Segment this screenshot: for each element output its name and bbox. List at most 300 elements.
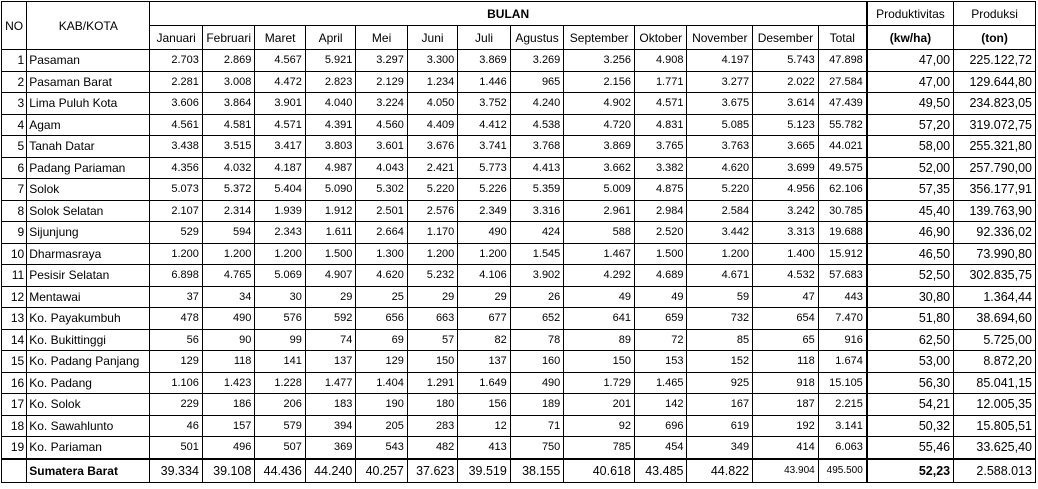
month-value: 27.584 (818, 71, 867, 93)
region-name: Ko. Payakumbuh (27, 308, 150, 330)
region-name: Ko. Bukittinggi (27, 329, 150, 351)
month-value: 4.581 (202, 114, 255, 136)
month-value: 2.664 (356, 222, 407, 244)
month-value: 47.898 (818, 50, 867, 72)
total-productivity: 52,23 (867, 459, 954, 483)
month-value: 201 (564, 394, 635, 416)
table-row (2, 222, 1036, 244)
region-name: Dharmasraya (27, 243, 150, 265)
month-value: 12 (458, 415, 511, 437)
month-value: 5.090 (305, 179, 355, 201)
total-month-value: 37.623 (407, 459, 457, 483)
row-number: 14 (2, 329, 27, 351)
total-month-value: 38.155 (510, 459, 564, 483)
month-value: 167 (687, 394, 753, 416)
month-value: 5.220 (687, 179, 753, 201)
month-value: 2.961 (564, 200, 635, 222)
month-value: 349 (687, 437, 753, 459)
month-value: 1.200 (687, 243, 753, 265)
month-value: 29 (458, 286, 511, 308)
month-value: 6.898 (150, 265, 203, 287)
header-month: Total (818, 26, 867, 50)
month-value: 1.729 (564, 372, 635, 394)
total-month-value: 44.822 (687, 459, 753, 483)
productivity-value: 54,21 (867, 394, 954, 416)
month-value: 1.228 (255, 372, 305, 394)
month-value: 576 (255, 308, 305, 330)
month-value: 3.752 (458, 93, 511, 115)
production-value: 356.177,91 (954, 179, 1036, 201)
total-month-value: 40.257 (356, 459, 407, 483)
productivity-value: 57,20 (867, 114, 954, 136)
month-value: 2.823 (305, 71, 355, 93)
month-value: 414 (753, 437, 819, 459)
month-value: 4.040 (305, 93, 355, 115)
productivity-value: 51,80 (867, 308, 954, 330)
month-value: 4.187 (255, 157, 305, 179)
month-value: 4.567 (255, 50, 305, 72)
production-value: 5.725,00 (954, 329, 1036, 351)
month-value: 1.446 (458, 71, 511, 93)
month-value: 619 (687, 415, 753, 437)
header-month: Agustus (510, 26, 564, 50)
month-value: 965 (510, 71, 564, 93)
month-value: 153 (634, 351, 687, 373)
month-value: 5.359 (510, 179, 564, 201)
month-value: 49 (564, 286, 635, 308)
month-value: 2.156 (564, 71, 635, 93)
month-value: 55.782 (818, 114, 867, 136)
month-value: 2.314 (202, 200, 255, 222)
month-value: 1.200 (255, 243, 305, 265)
month-value: 3.008 (202, 71, 255, 93)
month-value: 3.675 (687, 93, 753, 115)
month-value: 3.606 (150, 93, 203, 115)
month-value: 2.343 (255, 222, 305, 244)
month-value: 4.689 (634, 265, 687, 287)
month-value: 5.069 (255, 265, 305, 287)
month-value: 129 (356, 351, 407, 373)
month-value: 1.400 (753, 243, 819, 265)
month-value: 4.956 (753, 179, 819, 201)
month-value: 4.050 (407, 93, 457, 115)
month-value: 659 (634, 308, 687, 330)
month-value: 2.703 (150, 50, 203, 72)
region-name: Mentawai (27, 286, 150, 308)
region-name: Solok Selatan (27, 200, 150, 222)
productivity-value: 50,32 (867, 415, 954, 437)
month-value: 4.412 (458, 114, 511, 136)
month-value: 2.129 (356, 71, 407, 93)
production-value: 15.805,51 (954, 415, 1036, 437)
month-value: 3.601 (356, 136, 407, 158)
table-row (2, 200, 1036, 222)
header-month: Juli (458, 26, 511, 50)
month-value: 157 (202, 415, 255, 437)
month-value: 4.391 (305, 114, 355, 136)
header-month: Maret (255, 26, 305, 50)
month-value: 482 (407, 437, 457, 459)
month-value: 44.021 (818, 136, 867, 158)
production-value: 319.072,75 (954, 114, 1036, 136)
region-name: Lima Puluh Kota (27, 93, 150, 115)
table-row (2, 114, 1036, 136)
month-value: 732 (687, 308, 753, 330)
month-value: 4.765 (202, 265, 255, 287)
month-value: 186 (202, 394, 255, 416)
month-value: 4.571 (255, 114, 305, 136)
month-value: 129 (150, 351, 203, 373)
region-name: Ko. Padang Panjang (27, 351, 150, 373)
month-value: 394 (305, 415, 355, 437)
month-value: 5.085 (687, 114, 753, 136)
month-value: 137 (458, 351, 511, 373)
production-value: 73.990,80 (954, 243, 1036, 265)
month-value: 3.901 (255, 93, 305, 115)
row-number: 17 (2, 394, 27, 416)
header-month: Mei (356, 26, 407, 50)
month-value: 1.200 (202, 243, 255, 265)
production-value: 234.823,05 (954, 93, 1036, 115)
month-value: 156 (458, 394, 511, 416)
productivity-value: 52,50 (867, 265, 954, 287)
production-value: 139.763,90 (954, 200, 1036, 222)
month-value: 30 (255, 286, 305, 308)
region-name: Sijunjung (27, 222, 150, 244)
month-value: 69 (356, 329, 407, 351)
month-value: 1.500 (305, 243, 355, 265)
header-bulan: BULAN (150, 2, 867, 26)
region-name: Ko. Solok (27, 394, 150, 416)
month-value: 529 (150, 222, 203, 244)
month-value: 750 (510, 437, 564, 459)
month-value: 5.226 (458, 179, 511, 201)
row-number: 19 (2, 437, 27, 459)
month-value: 2.022 (753, 71, 819, 93)
productivity-value: 56,30 (867, 372, 954, 394)
table-row (2, 71, 1036, 93)
month-value: 4.620 (687, 157, 753, 179)
month-value: 3.662 (564, 157, 635, 179)
month-value: 3.699 (753, 157, 819, 179)
month-value: 1.234 (407, 71, 457, 93)
total-row (2, 459, 1036, 483)
month-value: 5.073 (150, 179, 203, 201)
month-value: 4.902 (564, 93, 635, 115)
month-value: 4.472 (255, 71, 305, 93)
month-value: 3.869 (564, 136, 635, 158)
month-value: 90 (202, 329, 255, 351)
month-value: 3.277 (687, 71, 753, 93)
header-produktivitas-unit: (kw/ha) (867, 26, 954, 50)
region-name: Ko. Pariaman (27, 437, 150, 459)
month-value: 490 (458, 222, 511, 244)
productivity-value: 30,80 (867, 286, 954, 308)
productivity-value: 57,35 (867, 179, 954, 201)
table-row (2, 179, 1036, 201)
header-month: Oktober (634, 26, 687, 50)
month-value: 4.875 (634, 179, 687, 201)
month-value: 4.831 (634, 114, 687, 136)
header-month: Desember (753, 26, 819, 50)
month-value: 152 (687, 351, 753, 373)
header-month: April (305, 26, 355, 50)
table-row (2, 351, 1036, 373)
header-produksi-unit: (ton) (954, 26, 1036, 50)
productivity-value: 46,90 (867, 222, 954, 244)
month-value: 3.269 (510, 50, 564, 72)
month-value: 7.470 (818, 308, 867, 330)
row-number: 4 (2, 114, 27, 136)
productivity-value: 62,50 (867, 329, 954, 351)
month-value: 1.649 (458, 372, 511, 394)
month-value: 413 (458, 437, 511, 459)
productivity-value: 45,40 (867, 200, 954, 222)
month-value: 1.170 (407, 222, 457, 244)
month-value: 3.300 (407, 50, 457, 72)
month-value: 3.765 (634, 136, 687, 158)
month-value: 925 (687, 372, 753, 394)
month-value: 579 (255, 415, 305, 437)
region-name: Pesisir Selatan (27, 265, 150, 287)
table-row (2, 372, 1036, 394)
month-value: 3.141 (818, 415, 867, 437)
month-value: 29 (407, 286, 457, 308)
month-value: 4.197 (687, 50, 753, 72)
month-value: 2.584 (687, 200, 753, 222)
productivity-value: 53,00 (867, 351, 954, 373)
month-value: 501 (150, 437, 203, 459)
month-value: 3.515 (202, 136, 255, 158)
month-value: 369 (305, 437, 355, 459)
header-month: November (687, 26, 753, 50)
month-value: 641 (564, 308, 635, 330)
header-month: September (564, 26, 635, 50)
productivity-value: 46,50 (867, 243, 954, 265)
month-value: 3.768 (510, 136, 564, 158)
month-value: 15.105 (818, 372, 867, 394)
month-value: 49 (634, 286, 687, 308)
month-value: 206 (255, 394, 305, 416)
month-value: 5.372 (202, 179, 255, 201)
production-value: 129.644,80 (954, 71, 1036, 93)
month-value: 588 (564, 222, 635, 244)
month-value: 696 (634, 415, 687, 437)
production-value: 85.041,15 (954, 372, 1036, 394)
header-produksi: Produksi (954, 2, 1036, 26)
month-value: 454 (634, 437, 687, 459)
region-name: Tanah Datar (27, 136, 150, 158)
header-no: NO (2, 2, 27, 50)
month-value: 25 (356, 286, 407, 308)
month-value: 1.771 (634, 71, 687, 93)
month-value: 3.242 (753, 200, 819, 222)
month-value: 3.869 (458, 50, 511, 72)
month-value: 74 (305, 329, 355, 351)
month-value: 137 (305, 351, 355, 373)
productivity-value: 58,00 (867, 136, 954, 158)
month-value: 5.773 (458, 157, 511, 179)
month-value: 99 (255, 329, 305, 351)
month-value: 4.720 (564, 114, 635, 136)
month-value: 2.421 (407, 157, 457, 179)
month-value: 478 (150, 308, 203, 330)
month-value: 47.439 (818, 93, 867, 115)
month-value: 3.803 (305, 136, 355, 158)
month-value: 3.665 (753, 136, 819, 158)
month-value: 4.032 (202, 157, 255, 179)
table-row (2, 308, 1036, 330)
table-row (2, 437, 1036, 459)
month-value: 4.987 (305, 157, 355, 179)
production-value: 225.122,72 (954, 50, 1036, 72)
month-value: 2.107 (150, 200, 203, 222)
month-value: 5.123 (753, 114, 819, 136)
production-value: 255.321,80 (954, 136, 1036, 158)
month-value: 2.349 (458, 200, 511, 222)
month-value: 490 (202, 308, 255, 330)
month-value: 2.215 (818, 394, 867, 416)
month-value: 496 (202, 437, 255, 459)
month-value: 57.683 (818, 265, 867, 287)
month-value: 4.671 (687, 265, 753, 287)
productivity-value: 47,00 (867, 50, 954, 72)
month-value: 1.404 (356, 372, 407, 394)
productivity-value: 49,50 (867, 93, 954, 115)
total-month-value: 40.618 (564, 459, 635, 483)
month-value: 5.743 (753, 50, 819, 72)
month-value: 3.297 (356, 50, 407, 72)
region-name: Ko. Padang (27, 372, 150, 394)
month-value: 4.561 (150, 114, 203, 136)
table-row (2, 415, 1036, 437)
month-value: 490 (510, 372, 564, 394)
table-row (2, 243, 1036, 265)
productivity-value: 52,00 (867, 157, 954, 179)
month-value: 5.232 (407, 265, 457, 287)
total-production: 2.588.013 (954, 459, 1036, 483)
month-value: 118 (202, 351, 255, 373)
month-value: 26 (510, 286, 564, 308)
month-value: 187 (753, 394, 819, 416)
month-value: 1.423 (202, 372, 255, 394)
month-value: 180 (407, 394, 457, 416)
month-value: 677 (458, 308, 511, 330)
productivity-value: 55,46 (867, 437, 954, 459)
production-value: 38.694,60 (954, 308, 1036, 330)
region-name: Solok (27, 179, 150, 201)
month-value: 4.356 (150, 157, 203, 179)
month-value: 49.575 (818, 157, 867, 179)
month-value: 3.676 (407, 136, 457, 158)
month-value: 82 (458, 329, 511, 351)
month-value: 78 (510, 329, 564, 351)
month-value: 4.240 (510, 93, 564, 115)
month-value: 62.106 (818, 179, 867, 201)
month-value: 652 (510, 308, 564, 330)
production-value: 92.336,02 (954, 222, 1036, 244)
month-value: 92 (564, 415, 635, 437)
month-value: 1.912 (305, 200, 355, 222)
month-value: 3.442 (687, 222, 753, 244)
month-value: 65 (753, 329, 819, 351)
month-value: 2.984 (634, 200, 687, 222)
month-value: 3.614 (753, 93, 819, 115)
month-value: 71 (510, 415, 564, 437)
month-value: 4.532 (753, 265, 819, 287)
row-number: 11 (2, 265, 27, 287)
month-value: 56 (150, 329, 203, 351)
month-value: 4.560 (356, 114, 407, 136)
month-value: 189 (510, 394, 564, 416)
row-number: 12 (2, 286, 27, 308)
region-name: Pasaman Barat (27, 71, 150, 93)
month-value: 3.864 (202, 93, 255, 115)
month-value: 89 (564, 329, 635, 351)
month-value: 229 (150, 394, 203, 416)
header-month: Februari (202, 26, 255, 50)
table-row (2, 50, 1036, 72)
month-value: 118 (753, 351, 819, 373)
production-value: 33.625,40 (954, 437, 1036, 459)
month-value: 59 (687, 286, 753, 308)
month-value: 2.869 (202, 50, 255, 72)
row-number: 15 (2, 351, 27, 373)
row-number: 2 (2, 71, 27, 93)
row-number: 5 (2, 136, 27, 158)
month-value: 4.908 (634, 50, 687, 72)
month-value: 57 (407, 329, 457, 351)
month-value: 424 (510, 222, 564, 244)
total-month-value: 39.519 (458, 459, 511, 483)
header-produktivitas: Produktivitas (867, 2, 954, 26)
month-value: 1.465 (634, 372, 687, 394)
production-value: 257.790,00 (954, 157, 1036, 179)
data-table (1, 1, 1036, 483)
month-value: 1.500 (634, 243, 687, 265)
table-row (2, 157, 1036, 179)
month-value: 1.291 (407, 372, 457, 394)
row-number: 9 (2, 222, 27, 244)
month-value: 150 (407, 351, 457, 373)
total-name: Sumatera Barat (27, 459, 150, 483)
total-month-value: 495.500 (818, 459, 867, 483)
row-number: 6 (2, 157, 27, 179)
month-value: 3.256 (564, 50, 635, 72)
row-number: 3 (2, 93, 27, 115)
month-value: 3.382 (634, 157, 687, 179)
month-value: 4.106 (458, 265, 511, 287)
table-row (2, 286, 1036, 308)
month-value: 5.921 (305, 50, 355, 72)
month-value: 46 (150, 415, 203, 437)
region-name: Ko. Sawahlunto (27, 415, 150, 437)
month-value: 4.413 (510, 157, 564, 179)
month-value: 19.688 (818, 222, 867, 244)
month-value: 663 (407, 308, 457, 330)
month-value: 205 (356, 415, 407, 437)
month-value: 5.009 (564, 179, 635, 201)
table-row (2, 136, 1036, 158)
month-value: 2.501 (356, 200, 407, 222)
production-value: 1.364,44 (954, 286, 1036, 308)
region-name: Padang Pariaman (27, 157, 150, 179)
month-value: 2.281 (150, 71, 203, 93)
month-value: 1.200 (407, 243, 457, 265)
month-value: 47 (753, 286, 819, 308)
month-value: 1.477 (305, 372, 355, 394)
month-value: 85 (687, 329, 753, 351)
